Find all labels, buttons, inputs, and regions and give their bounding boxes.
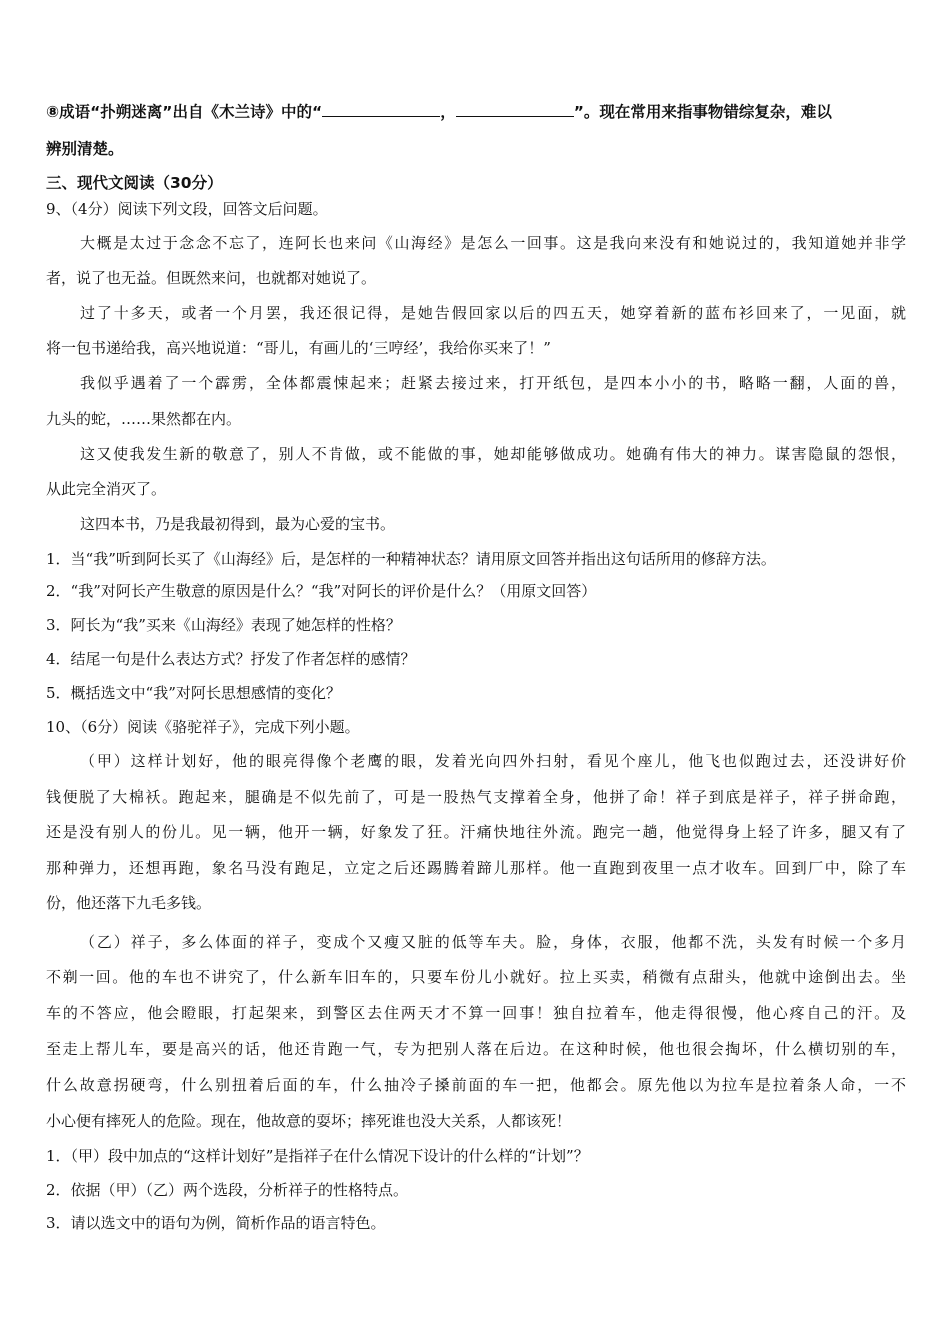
q8-line-2: 辨别清楚。 bbox=[46, 140, 124, 158]
q9-passage-line: 将一包书递给我，高兴地说道：“哥儿，有画儿的‘三哼经’，我给你买来了！” bbox=[46, 339, 551, 357]
q9-question: 3．阿长为“我”买来《山海经》表现了她怎样的性格？ bbox=[46, 616, 401, 634]
section-3-title: 三、现代文阅读（30分） bbox=[46, 174, 223, 192]
q9-passage-line: 我似乎遇着了一个霹雳，全体都震悚起来；赶紧去接过来，打开纸包，是四本小小的书，略略一翻，人面的兽， bbox=[80, 374, 906, 392]
q10-passage-line: （乙）祥子，多么体面的祥子，变成个又瘦又脏的低等车夫。脸，身体，衣服，他都不洗，头发有时候一个多月 bbox=[80, 933, 906, 951]
q9-passage-line: 大概是太过于念念不忘了，连阿长也来问《山海经》是怎么一回事。这是我向来没有和她说过的，我知道她并非学 bbox=[80, 234, 906, 252]
q8-text-mid: ， bbox=[440, 103, 456, 121]
q9-passage-line: 这四本书，乃是我最初得到，最为心爱的宝书。 bbox=[80, 515, 396, 533]
q9-question: 5．概括选文中“我”对阿长思想感情的变化？ bbox=[46, 684, 341, 702]
q10-passage-line: 小心便有摔死人的危险。现在，他故意的耍坏；摔死谁也没大关系，人都该死！ bbox=[46, 1112, 572, 1130]
q10-passage-line: 那种弹力，还想再跑，象名马没有跑足，立定之后还踢腾着蹄儿那样。他一直跑到夜里一点才收车。回到厂中，除了车 bbox=[46, 859, 906, 877]
q8-fill-blank-line bbox=[46, 102, 906, 122]
q10-passage-line: 还是没有别人的份儿。见一辆，他开一辆，好象发了狂。汗痛快地往外流。跑完一趟，他觉得身上轻了许多，腿又有了 bbox=[46, 823, 906, 841]
answer-blank-1[interactable] bbox=[322, 102, 440, 117]
q10-passage-line: 什么故意拐硬弯，什么别扭着后面的车，什么抽冷子搡前面的车一把，他都会。原先他以为拉车是拉着条人命，一不 bbox=[46, 1076, 906, 1094]
q10-passage-line: （甲）这样计划好，他的眼亮得像个老鹰的眼，发着光向四外扫射，看见个座儿，他飞也似跑过去，还没讲好价 bbox=[80, 752, 906, 770]
answer-blank-2[interactable] bbox=[456, 102, 574, 117]
q10-passage-line: 钱便脱了大棉袄。跑起来，腿确是不似先前了，可是一股热气支撑着全身，他拼了命！祥子到底是祥子，祥子拼命跑， bbox=[46, 788, 906, 806]
q10-question: 3．请以选文中的语句为例，简析作品的语言特色。 bbox=[46, 1214, 386, 1232]
q9-passage-line: 九头的蛇，……果然都在内。 bbox=[46, 410, 242, 428]
q9-question: 4．结尾一句是什么表达方式？抒发了作者怎样的感情？ bbox=[46, 650, 416, 668]
q10-passage-line: 份，他还落下九毛多钱。 bbox=[46, 894, 212, 912]
q10-question: 2．依据（甲）（乙）两个选段，分析祥子的性格特点。 bbox=[46, 1181, 409, 1199]
q9-passage-line: 这又使我发生新的敬意了，别人不肯做，或不能做的事，她却能够做成功。她确有伟大的神力。谋害隐鼠的怨恨， bbox=[80, 445, 906, 463]
q10-passage-line: 不剃一回。他的车也不讲究了，什么新车旧车的，只要车份儿小就好。拉上买卖，稍微有点甜头，他就中途倒出去。坐 bbox=[46, 968, 906, 986]
q9-passage-line: 从此完全消灭了。 bbox=[46, 480, 167, 498]
q10-question: 1．（甲）段中加点的“这样计划好”是指祥子在什么情况下设计的什么样的“计划”？ bbox=[46, 1147, 589, 1165]
q9-passage-line: 过了十多天，或者一个月罢，我还很记得，是她告假回家以后的四五天，她穿着新的蓝布衫回来了，一见面，就 bbox=[80, 304, 906, 322]
q9-question: 2．“我”对阿长产生敬意的原因是什么？“我”对阿长的评价是什么？（用原文回答） bbox=[46, 582, 597, 600]
q9-header: 9、（4分）阅读下列文段，回答文后问题。 bbox=[46, 200, 328, 218]
q8-text-start: ⑧成语“扑朔迷离”出自《木兰诗》中的“ bbox=[46, 103, 323, 121]
q8-text-end: ”。现在常用来指事物错综复杂，难以 bbox=[573, 103, 832, 121]
q10-passage-line: 至走上帮儿车，要是高兴的话，他还肯跑一气，专为把别人落在后边。在这种时候，他也很会掏坏，什么横切别的车， bbox=[46, 1040, 906, 1058]
q9-passage-line: 者，说了也无益。但既然来问，也就都对她说了。 bbox=[46, 269, 377, 287]
q9-question: 1．当“我”听到阿长买了《山海经》后，是怎样的一种精神状态？请用原文回答并指出这句话所用的修辞方法。 bbox=[46, 550, 776, 568]
q10-passage-line: 车的不答应，他会瞪眼，打起架来，到警区去住两天才不算一回事！独自拉着车，他走得很慢，他心疼自己的汗。及 bbox=[46, 1004, 906, 1022]
q10-header: 10、（6分）阅读《骆驼祥子》，完成下列小题。 bbox=[46, 718, 360, 736]
